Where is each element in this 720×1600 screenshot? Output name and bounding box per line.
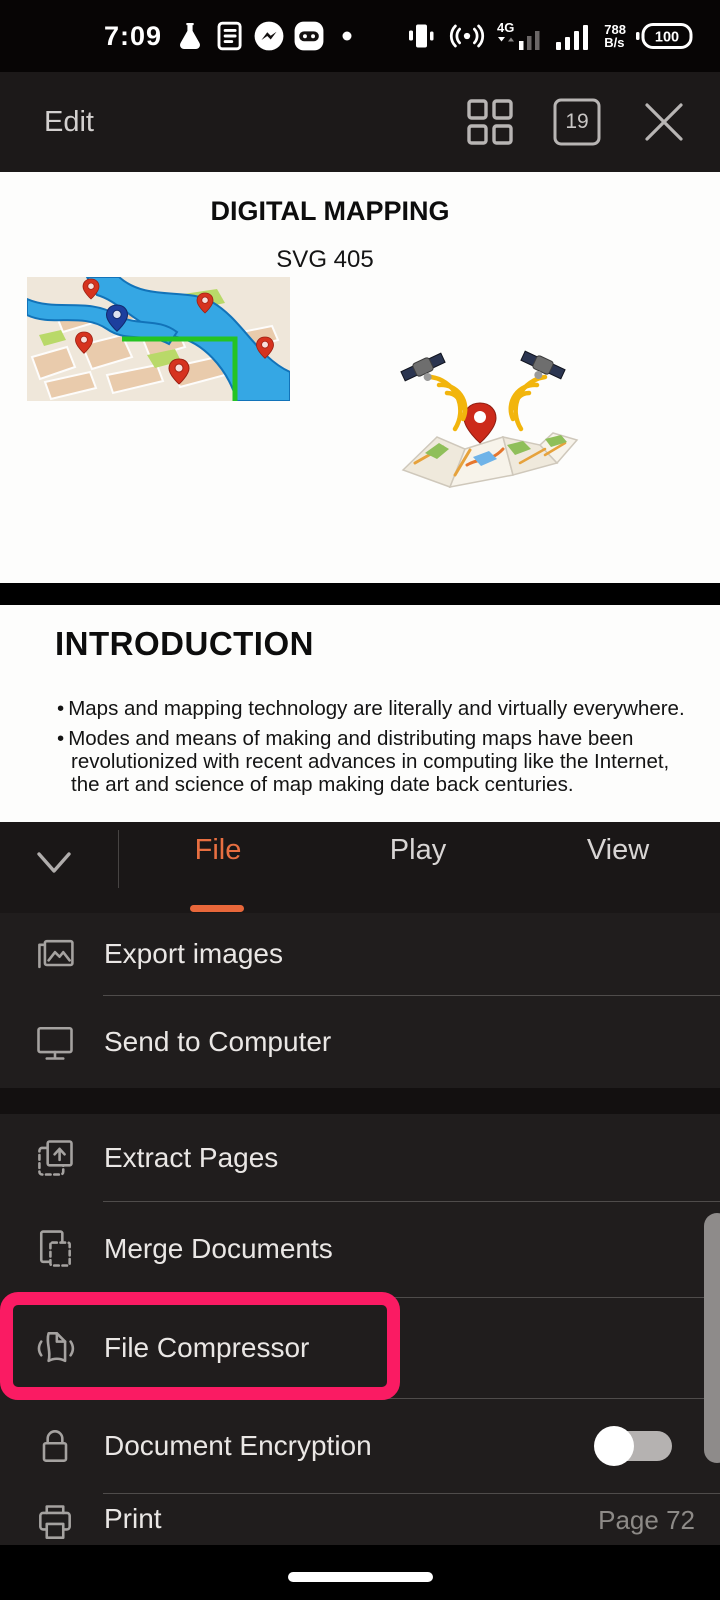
menu-item-merge-documents[interactable] <box>0 1201 720 1297</box>
gamepad-icon <box>294 21 324 51</box>
edit-button[interactable]: Edit <box>44 105 94 138</box>
map-route-image <box>27 277 290 401</box>
battery-icon <box>636 21 694 51</box>
bullet-item <box>57 727 702 796</box>
menu-divider <box>103 1398 720 1399</box>
menu-section-gap <box>0 1088 720 1114</box>
clock: 7:09 <box>104 20 163 51</box>
slide-heading: INTRODUCTION <box>55 625 314 662</box>
app-bar <box>0 72 720 172</box>
close-icon[interactable] <box>638 96 690 148</box>
bottom-nav-bar <box>0 1545 720 1600</box>
menu-item-send-to-computer[interactable] <box>0 995 720 1088</box>
menu-item-file-compressor[interactable] <box>0 1297 720 1398</box>
file-menu-panel <box>0 913 720 1545</box>
menu-item-print[interactable] <box>0 1493 720 1545</box>
menu-item-label: Merge Documents <box>104 1233 333 1264</box>
document-slide-current <box>0 172 720 583</box>
menu-tab-bar <box>0 822 720 913</box>
reading-page-button[interactable] <box>552 97 602 147</box>
menu-item-extract-pages[interactable] <box>0 1114 720 1201</box>
menu-item-label: Extract Pages <box>104 1141 279 1173</box>
bullet-text: Modes and means of making and distributing maps have been revolutionized with recent advances in computing like the Internet, the art and science of map making date back centuries. <box>68 727 670 796</box>
gps-satellites-image <box>395 345 585 495</box>
menu-item-document-encryption[interactable] <box>0 1398 720 1493</box>
svg-text:100: 100 <box>654 29 680 46</box>
menu-item-label: Print <box>104 1503 162 1534</box>
menu-item-export-images[interactable] <box>0 913 720 995</box>
bullet-item <box>57 697 702 720</box>
menu-divider <box>103 1201 720 1202</box>
flask-icon <box>176 21 204 51</box>
send-to-computer-icon <box>33 1020 77 1064</box>
scrollbar[interactable] <box>704 1213 720 1463</box>
messenger-icon <box>254 21 284 51</box>
extract-pages-icon <box>33 1136 77 1180</box>
menu-item-label: Export images <box>104 938 283 969</box>
hotspot-icon <box>448 22 486 50</box>
page-status: Page 72 <box>598 1505 695 1535</box>
bullet-text: Maps and mapping technology are literally and virtually everywhere. <box>68 697 685 720</box>
active-tab-indicator <box>190 905 244 912</box>
tab-view[interactable]: View <box>586 834 650 866</box>
notes-icon <box>214 21 244 51</box>
status-left <box>104 21 352 52</box>
export-images-icon <box>33 932 77 976</box>
tab-play[interactable]: Play <box>389 834 447 866</box>
menu-item-label: Document Encryption <box>104 1429 372 1461</box>
tab-file[interactable]: File <box>194 834 242 866</box>
merge-documents-icon <box>33 1227 77 1271</box>
mobile-data-signal-icon <box>496 20 546 52</box>
slide-title: DIGITAL MAPPING <box>210 196 450 226</box>
grid-view-button[interactable] <box>464 96 516 148</box>
menu-divider <box>103 1493 720 1494</box>
document-encryption-toggle[interactable] <box>596 1431 672 1461</box>
document-encryption-icon <box>33 1424 77 1468</box>
file-compressor-icon <box>33 1326 77 1370</box>
home-indicator[interactable] <box>288 1572 433 1582</box>
menu-divider <box>103 995 720 996</box>
bullet-marker: • <box>57 697 65 720</box>
menu-item-label: Send to Computer <box>104 1025 332 1057</box>
slide-subtitle: SVG 405 <box>276 246 374 273</box>
network-speed: 788 B/s <box>604 22 626 50</box>
bullet-marker: • <box>57 727 65 750</box>
vibrate-icon <box>408 22 438 50</box>
status-bar <box>0 0 720 72</box>
toggle-thumb <box>594 1426 634 1466</box>
reading-page-number: 19 <box>565 110 589 133</box>
menu-divider <box>103 1297 720 1298</box>
slide-bullets <box>57 697 702 803</box>
print-icon <box>33 1501 77 1545</box>
slide-separator <box>0 583 720 605</box>
signal-strength-icon <box>556 20 594 52</box>
status-right <box>408 20 694 52</box>
menu-item-label: File Compressor <box>104 1331 310 1363</box>
document-slide-next <box>0 605 720 822</box>
notification-dot <box>342 31 352 41</box>
collapse-panel-button[interactable] <box>28 844 80 884</box>
svg-text:4G: 4G <box>497 20 515 35</box>
